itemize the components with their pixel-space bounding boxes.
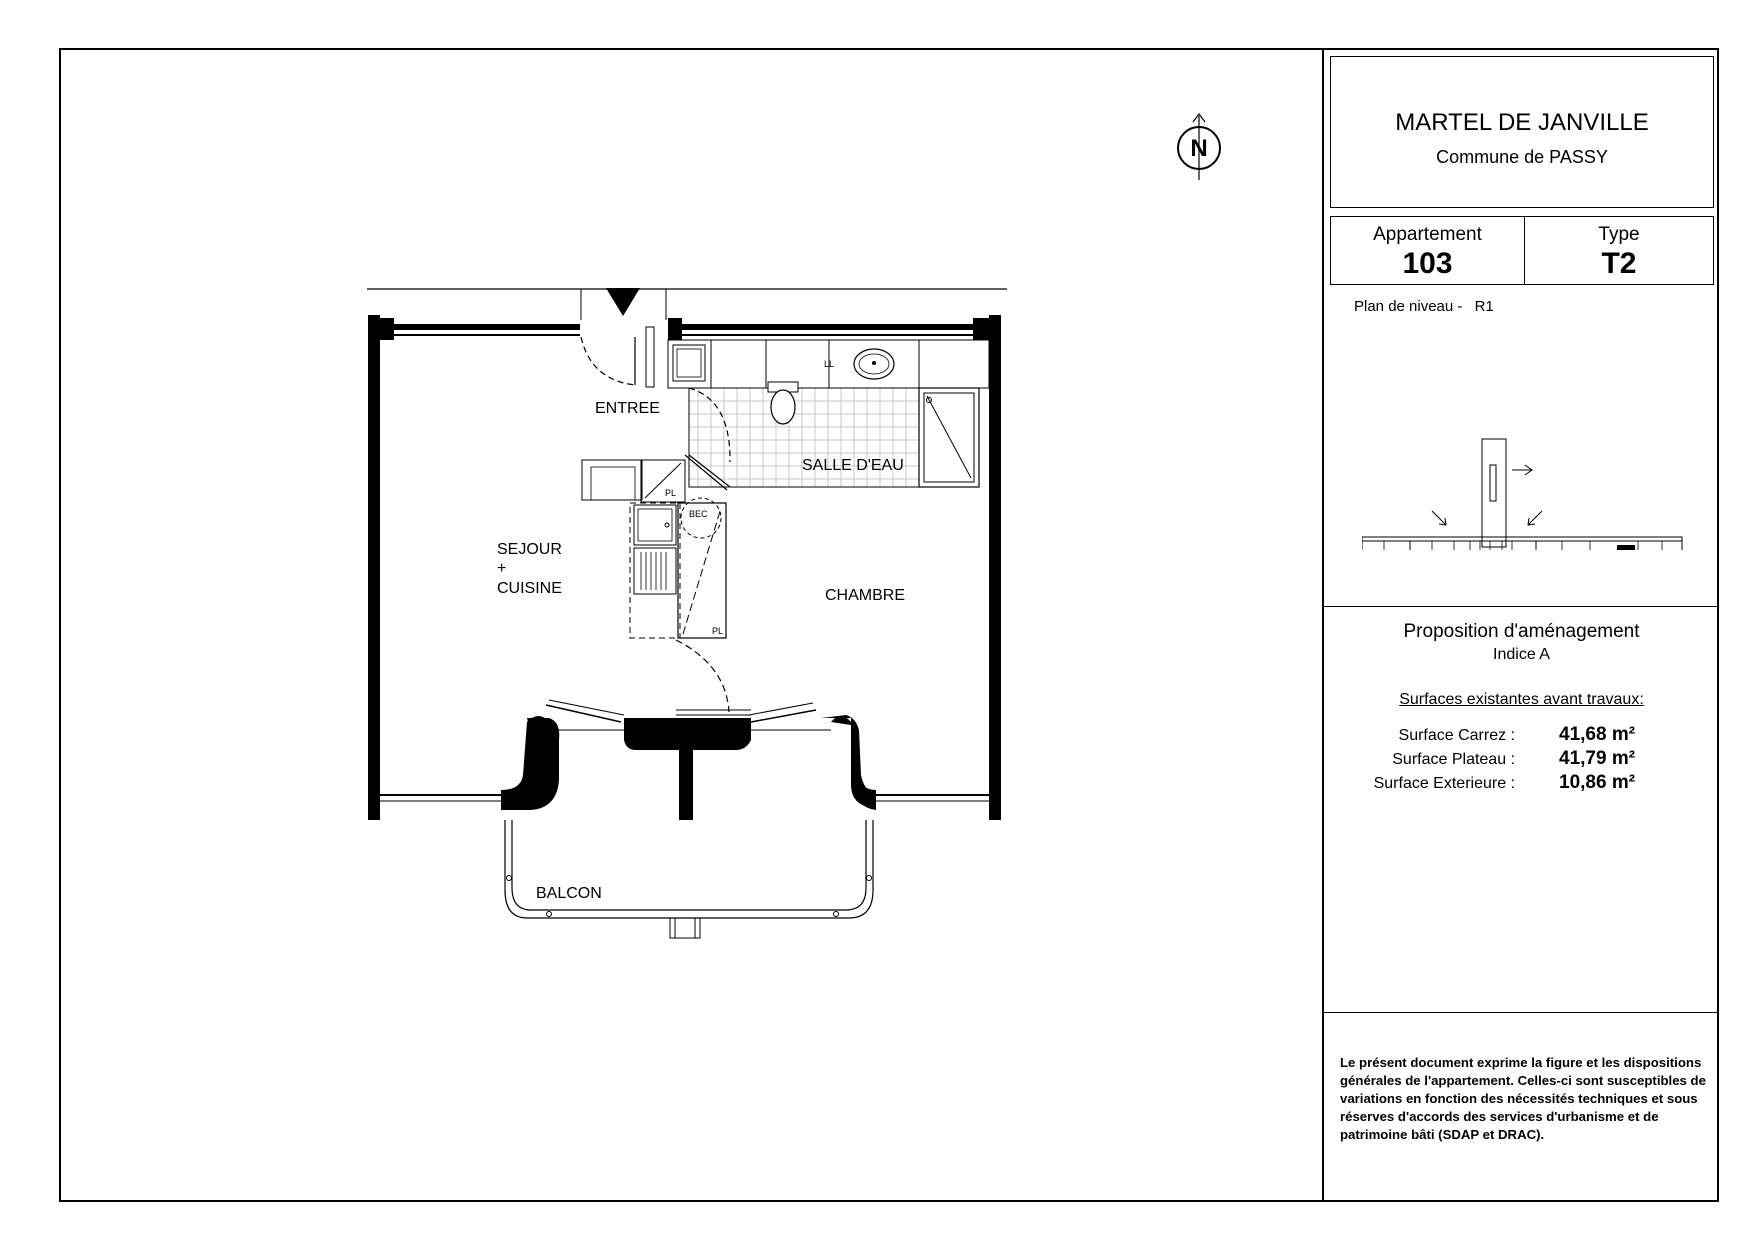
proposal-title: Proposition d'aménagement bbox=[1403, 621, 1640, 642]
apartment-box bbox=[1330, 216, 1714, 285]
floor-plan bbox=[61, 50, 1321, 1200]
room-salle-deau: SALLE D'EAU bbox=[802, 457, 904, 474]
surface-row bbox=[1324, 748, 1719, 772]
north-label: N bbox=[1190, 135, 1208, 162]
divider bbox=[1324, 606, 1719, 607]
proposal-index: Indice A bbox=[1493, 646, 1550, 663]
surface-label: Surface Carrez : bbox=[1398, 727, 1515, 744]
surface-row bbox=[1324, 772, 1719, 796]
apartment-label: Appartement bbox=[1373, 224, 1482, 245]
room-sejour-plus: + bbox=[497, 560, 507, 577]
surfaces-heading: Surfaces existantes avant travaux: bbox=[1399, 691, 1644, 708]
apartment-number-cell bbox=[1331, 217, 1525, 284]
type-label: Type bbox=[1598, 224, 1640, 245]
surface-value: 41,68 m² bbox=[1559, 724, 1636, 745]
surface-label: Surface Exterieure : bbox=[1373, 775, 1515, 792]
divider bbox=[1324, 1012, 1719, 1013]
title-block bbox=[1322, 50, 1719, 1200]
room-balcon: BALCON bbox=[536, 885, 602, 902]
label-ll: LL bbox=[824, 359, 835, 369]
level-line bbox=[1354, 298, 1494, 315]
project-box bbox=[1330, 56, 1714, 208]
surface-value: 41,79 m² bbox=[1559, 748, 1636, 769]
room-entree: ENTREE bbox=[595, 400, 660, 417]
type-value: T2 bbox=[1601, 247, 1637, 280]
entrance-marker-icon bbox=[606, 288, 640, 316]
apartment-number: 103 bbox=[1402, 247, 1453, 280]
surface-label: Surface Plateau : bbox=[1392, 751, 1515, 768]
label-bec: BEC bbox=[689, 509, 708, 519]
apartment-location-marker bbox=[1617, 545, 1635, 550]
balcony-railing bbox=[505, 820, 873, 938]
apartment-type-cell bbox=[1525, 217, 1713, 284]
key-plan bbox=[1362, 390, 1692, 550]
label-pl-1: PL bbox=[665, 488, 677, 498]
room-chambre: CHAMBRE bbox=[825, 587, 906, 604]
level-value: R1 bbox=[1474, 298, 1494, 315]
window-bay bbox=[501, 700, 876, 820]
surface-value: 10,86 m² bbox=[1559, 772, 1636, 793]
disclaimer-text: Le présent document exprime la figure et les dispositions générales de l'appartement. Celles-ci sont susceptibles de variations en fonction des nécessités techniques et sous réserves d'accords des services d'urbanisme et de patrimoine bâti (SDAP et DRAC). bbox=[1340, 1055, 1706, 1142]
north-arrow-icon bbox=[1178, 114, 1220, 180]
level-label: Plan de niveau - bbox=[1354, 298, 1463, 315]
surface-row bbox=[1324, 724, 1719, 748]
room-sejour: SEJOUR bbox=[497, 541, 562, 558]
room-cuisine: CUISINE bbox=[497, 580, 562, 597]
kitchen-block bbox=[582, 460, 729, 712]
drawing-frame bbox=[59, 48, 1719, 1202]
project-name: MARTEL DE JANVILLE bbox=[1395, 109, 1649, 136]
label-pl-2: PL bbox=[712, 626, 724, 636]
project-commune: Commune de PASSY bbox=[1436, 147, 1608, 167]
